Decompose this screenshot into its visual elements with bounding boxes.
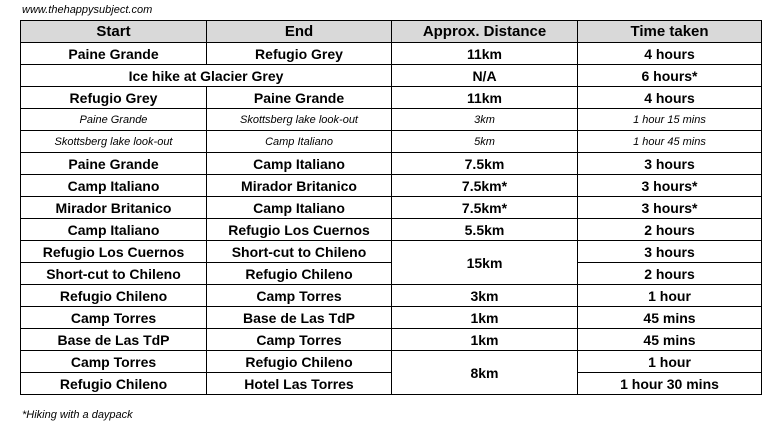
table-row	[21, 109, 762, 131]
cell-end: Refugio Grey	[207, 43, 392, 65]
table-row	[21, 197, 762, 219]
cell-distance: 7.5km*	[392, 175, 578, 197]
table-row	[21, 43, 762, 65]
cell-time: 1 hour 15 mins	[578, 109, 762, 131]
table-row	[21, 307, 762, 329]
header-row	[21, 21, 762, 43]
cell-start: Paine Grande	[21, 109, 207, 131]
cell-start: Refugio Los Cuernos	[21, 241, 207, 263]
cell-end: Refugio Chileno	[207, 263, 392, 285]
cell-distance: 11km	[392, 43, 578, 65]
cell-time: 3 hours*	[578, 175, 762, 197]
cell-time: 2 hours	[578, 219, 762, 241]
cell-end: Skottsberg lake look-out	[207, 109, 392, 131]
cell-distance: 11km	[392, 87, 578, 109]
cell-time: 45 mins	[578, 307, 762, 329]
cell-time: 3 hours	[578, 153, 762, 175]
cell-time: 1 hour	[578, 351, 762, 373]
cell-distance: 3km	[392, 285, 578, 307]
source-url: www.thehappysubject.com	[22, 4, 153, 16]
cell-end: Camp Torres	[207, 285, 392, 307]
table-row	[21, 131, 762, 153]
cell-end: Short-cut to Chileno	[207, 241, 392, 263]
trek-table	[20, 20, 762, 395]
table-row	[21, 263, 762, 285]
header-time: Time taken	[578, 21, 762, 43]
cell-distance: 15km	[392, 241, 578, 285]
cell-start: Camp Torres	[21, 307, 207, 329]
cell-start: Camp Italiano	[21, 219, 207, 241]
table-row	[21, 241, 762, 263]
cell-distance: 3km	[392, 109, 578, 131]
cell-time: 3 hours*	[578, 197, 762, 219]
cell-time: 4 hours	[578, 43, 762, 65]
header-start: Start	[21, 21, 207, 43]
cell-end: Refugio Chileno	[207, 351, 392, 373]
cell-time: 45 mins	[578, 329, 762, 351]
cell-end: Hotel Las Torres	[207, 373, 392, 395]
header-end: End	[207, 21, 392, 43]
cell-distance: 8km	[392, 351, 578, 395]
cell-end: Camp Torres	[207, 329, 392, 351]
cell-time: 1 hour 45 mins	[578, 131, 762, 153]
cell-activity: Ice hike at Glacier Grey	[21, 65, 392, 87]
cell-start: Refugio Grey	[21, 87, 207, 109]
cell-distance: 1km	[392, 307, 578, 329]
table-row	[21, 87, 762, 109]
table-row	[21, 219, 762, 241]
cell-start: Mirador Britanico	[21, 197, 207, 219]
cell-end: Camp Italiano	[207, 197, 392, 219]
cell-time: 6 hours*	[578, 65, 762, 87]
cell-time: 4 hours	[578, 87, 762, 109]
cell-end: Refugio Los Cuernos	[207, 219, 392, 241]
cell-start: Short-cut to Chileno	[21, 263, 207, 285]
cell-start: Paine Grande	[21, 153, 207, 175]
cell-time: 1 hour	[578, 285, 762, 307]
cell-end: Camp Italiano	[207, 131, 392, 153]
cell-start: Camp Torres	[21, 351, 207, 373]
cell-start: Camp Italiano	[21, 175, 207, 197]
cell-end: Mirador Britanico	[207, 175, 392, 197]
cell-distance: 5km	[392, 131, 578, 153]
header-distance: Approx. Distance	[392, 21, 578, 43]
cell-time: 3 hours	[578, 241, 762, 263]
cell-time: 2 hours	[578, 263, 762, 285]
cell-distance: 7.5km	[392, 153, 578, 175]
table-row	[21, 153, 762, 175]
table-row	[21, 351, 762, 373]
cell-distance: 7.5km*	[392, 197, 578, 219]
cell-start: Refugio Chileno	[21, 285, 207, 307]
table-row	[21, 65, 762, 87]
footnote: *Hiking with a daypack	[22, 409, 133, 421]
table-row	[21, 175, 762, 197]
table-row	[21, 329, 762, 351]
table-row	[21, 285, 762, 307]
cell-end: Paine Grande	[207, 87, 392, 109]
cell-distance: N/A	[392, 65, 578, 87]
cell-end: Base de Las TdP	[207, 307, 392, 329]
table-row	[21, 373, 762, 395]
cell-distance: 1km	[392, 329, 578, 351]
cell-start: Skottsberg lake look-out	[21, 131, 207, 153]
cell-start: Base de Las TdP	[21, 329, 207, 351]
cell-start: Refugio Chileno	[21, 373, 207, 395]
cell-time: 1 hour 30 mins	[578, 373, 762, 395]
cell-start: Paine Grande	[21, 43, 207, 65]
cell-end: Camp Italiano	[207, 153, 392, 175]
cell-distance: 5.5km	[392, 219, 578, 241]
